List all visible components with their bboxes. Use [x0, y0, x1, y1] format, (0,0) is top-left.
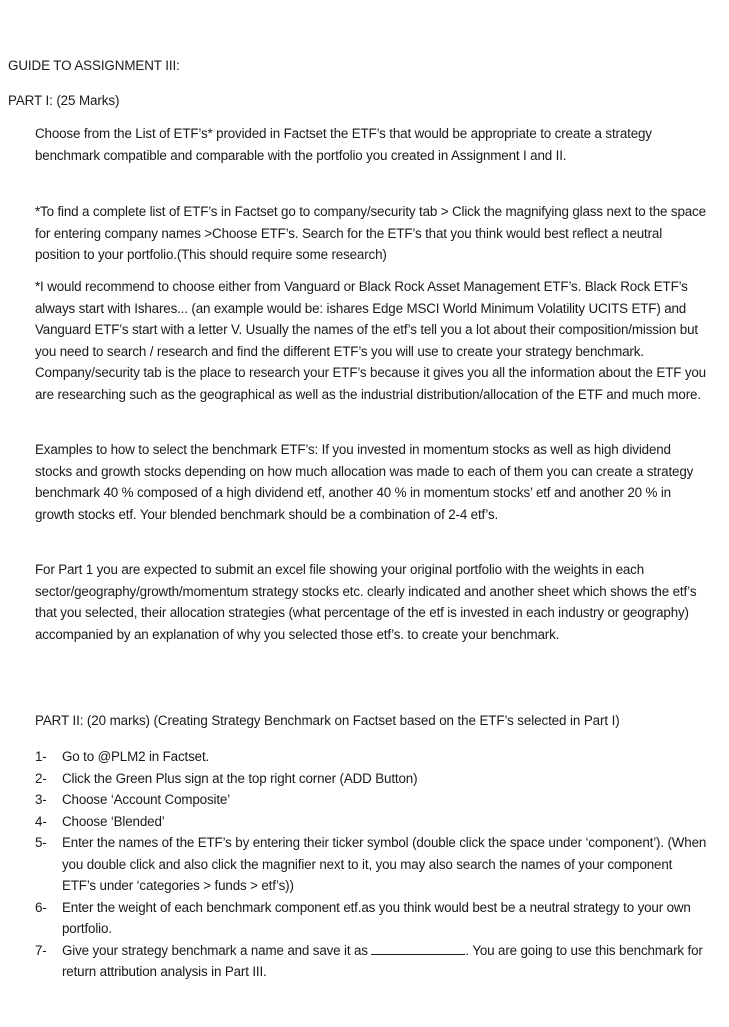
- part1-paragraph-examples: Examples to how to select the benchmark ETF’s: If you invested in momentum stocks as well as high dividend stocks and growth stocks depending on how much allocation was made to each of them you can create a strategy benchmark 40 % composed of a high dividend etf, another 40 % in momentum stocks’ etf and another 20 % in growth stocks etf. Your blended benchmark should be a combination of 2-4 etf’s.: [35, 442, 694, 522]
- list-item-step-4: [35, 811, 707, 833]
- guide-title: GUIDE TO ASSIGNMENT III:: [8, 58, 180, 73]
- step-number: 2-: [35, 770, 47, 786]
- part1-paragraph-find-etf-list: *To find a complete list of ETF’s in Factset go to company/security tab > Click the magnifying glass next to the space for entering company names >Choose ETF’s. Search for the ETF’s that you think would best reflect a neutral position to your portfolio.(This should require some research): [35, 204, 706, 262]
- list-item-step-7: [35, 940, 707, 983]
- part1-paragraph-recommendation: *I would recommend to choose either from Vanguard or Black Rock Asset Management ETF’s. Black Rock ETF’s always start with Ishares... (an example would be: ishares Edge MSCI World Minimum Volatility UCITS ETF) and Vanguard ETF’s start with a letter V. Usually the names of the etf’s tell you a lot about their composition/mission but you need to search / research and find the different ETF’s you will use to create your strategy benchmark. Company/security tab is the place to research your ETF’s because it gives you all the information about the ETF you are researching such as the geographical as well as the industrial distribution/allocation of the ETF and much more.: [35, 279, 706, 402]
- list-item-step-6: [35, 897, 707, 940]
- step-text-after-blank: . You are going to use this benchmark for return attribution analysis in Part III.: [62, 942, 703, 979]
- list-item-step-2: [35, 768, 707, 790]
- step-text: Go to @PLM2 in Factset.: [62, 749, 210, 764]
- part2-steps-list: [35, 746, 707, 983]
- step-text: [62, 940, 707, 983]
- fill-in-blank: [371, 940, 465, 955]
- step-text: Enter the names of the ETF’s by entering their ticker symbol (double click the space under ‘component’). (When you double click and also click the magnifier next to it, you may also search the names of your component ETF’s under ‘categories > funds > etf’s)): [62, 835, 707, 893]
- list-item-step-3: [35, 789, 707, 811]
- step-number: 4-: [35, 813, 47, 829]
- part1-paragraph-choose-etfs: Choose from the List of ETF’s* provided in Factset the ETF’s that would be appropriate to create a strategy benchmark compatible and comparable with the portfolio you created in Assignment I and II.: [35, 126, 652, 163]
- step-number: 5-: [35, 835, 47, 850]
- step-text: Choose ‘Account Composite’: [62, 792, 231, 807]
- step-text: Enter the weight of each benchmark component etf.as you think would best be a neutral strategy to your own portfolio.: [62, 899, 691, 936]
- part1-paragraph-submission: For Part 1 you are expected to submit an excel file showing your original portfolio with the weights in each sector/geography/growth/momentum strategy stocks etc. clearly indicated and another sheet which shows the etf’s that you selected, their allocation strategies (what percentage of the etf is invested in each industry or geography) accompanied by an explanation of why you selected those etf’s. to create your benchmark.: [35, 562, 697, 642]
- step-text: Choose ‘Blended’: [62, 813, 165, 829]
- step-number: 1-: [35, 749, 47, 764]
- part2-title: PART II: (20 marks) (Creating Strategy Benchmark on Factset based on the ETF’s selected in Part I): [35, 713, 620, 728]
- part1-title: PART I: (25 Marks): [8, 93, 120, 108]
- step-text-before-blank: Give your strategy benchmark a name and save it as: [62, 942, 372, 958]
- step-number: 6-: [35, 899, 47, 915]
- step-number: 7-: [35, 942, 47, 958]
- list-item-step-5: [35, 832, 707, 897]
- list-item-step-1: [35, 746, 707, 768]
- step-text: Click the Green Plus sign at the top right corner (ADD Button): [62, 770, 418, 786]
- step-number: 3-: [35, 792, 47, 807]
